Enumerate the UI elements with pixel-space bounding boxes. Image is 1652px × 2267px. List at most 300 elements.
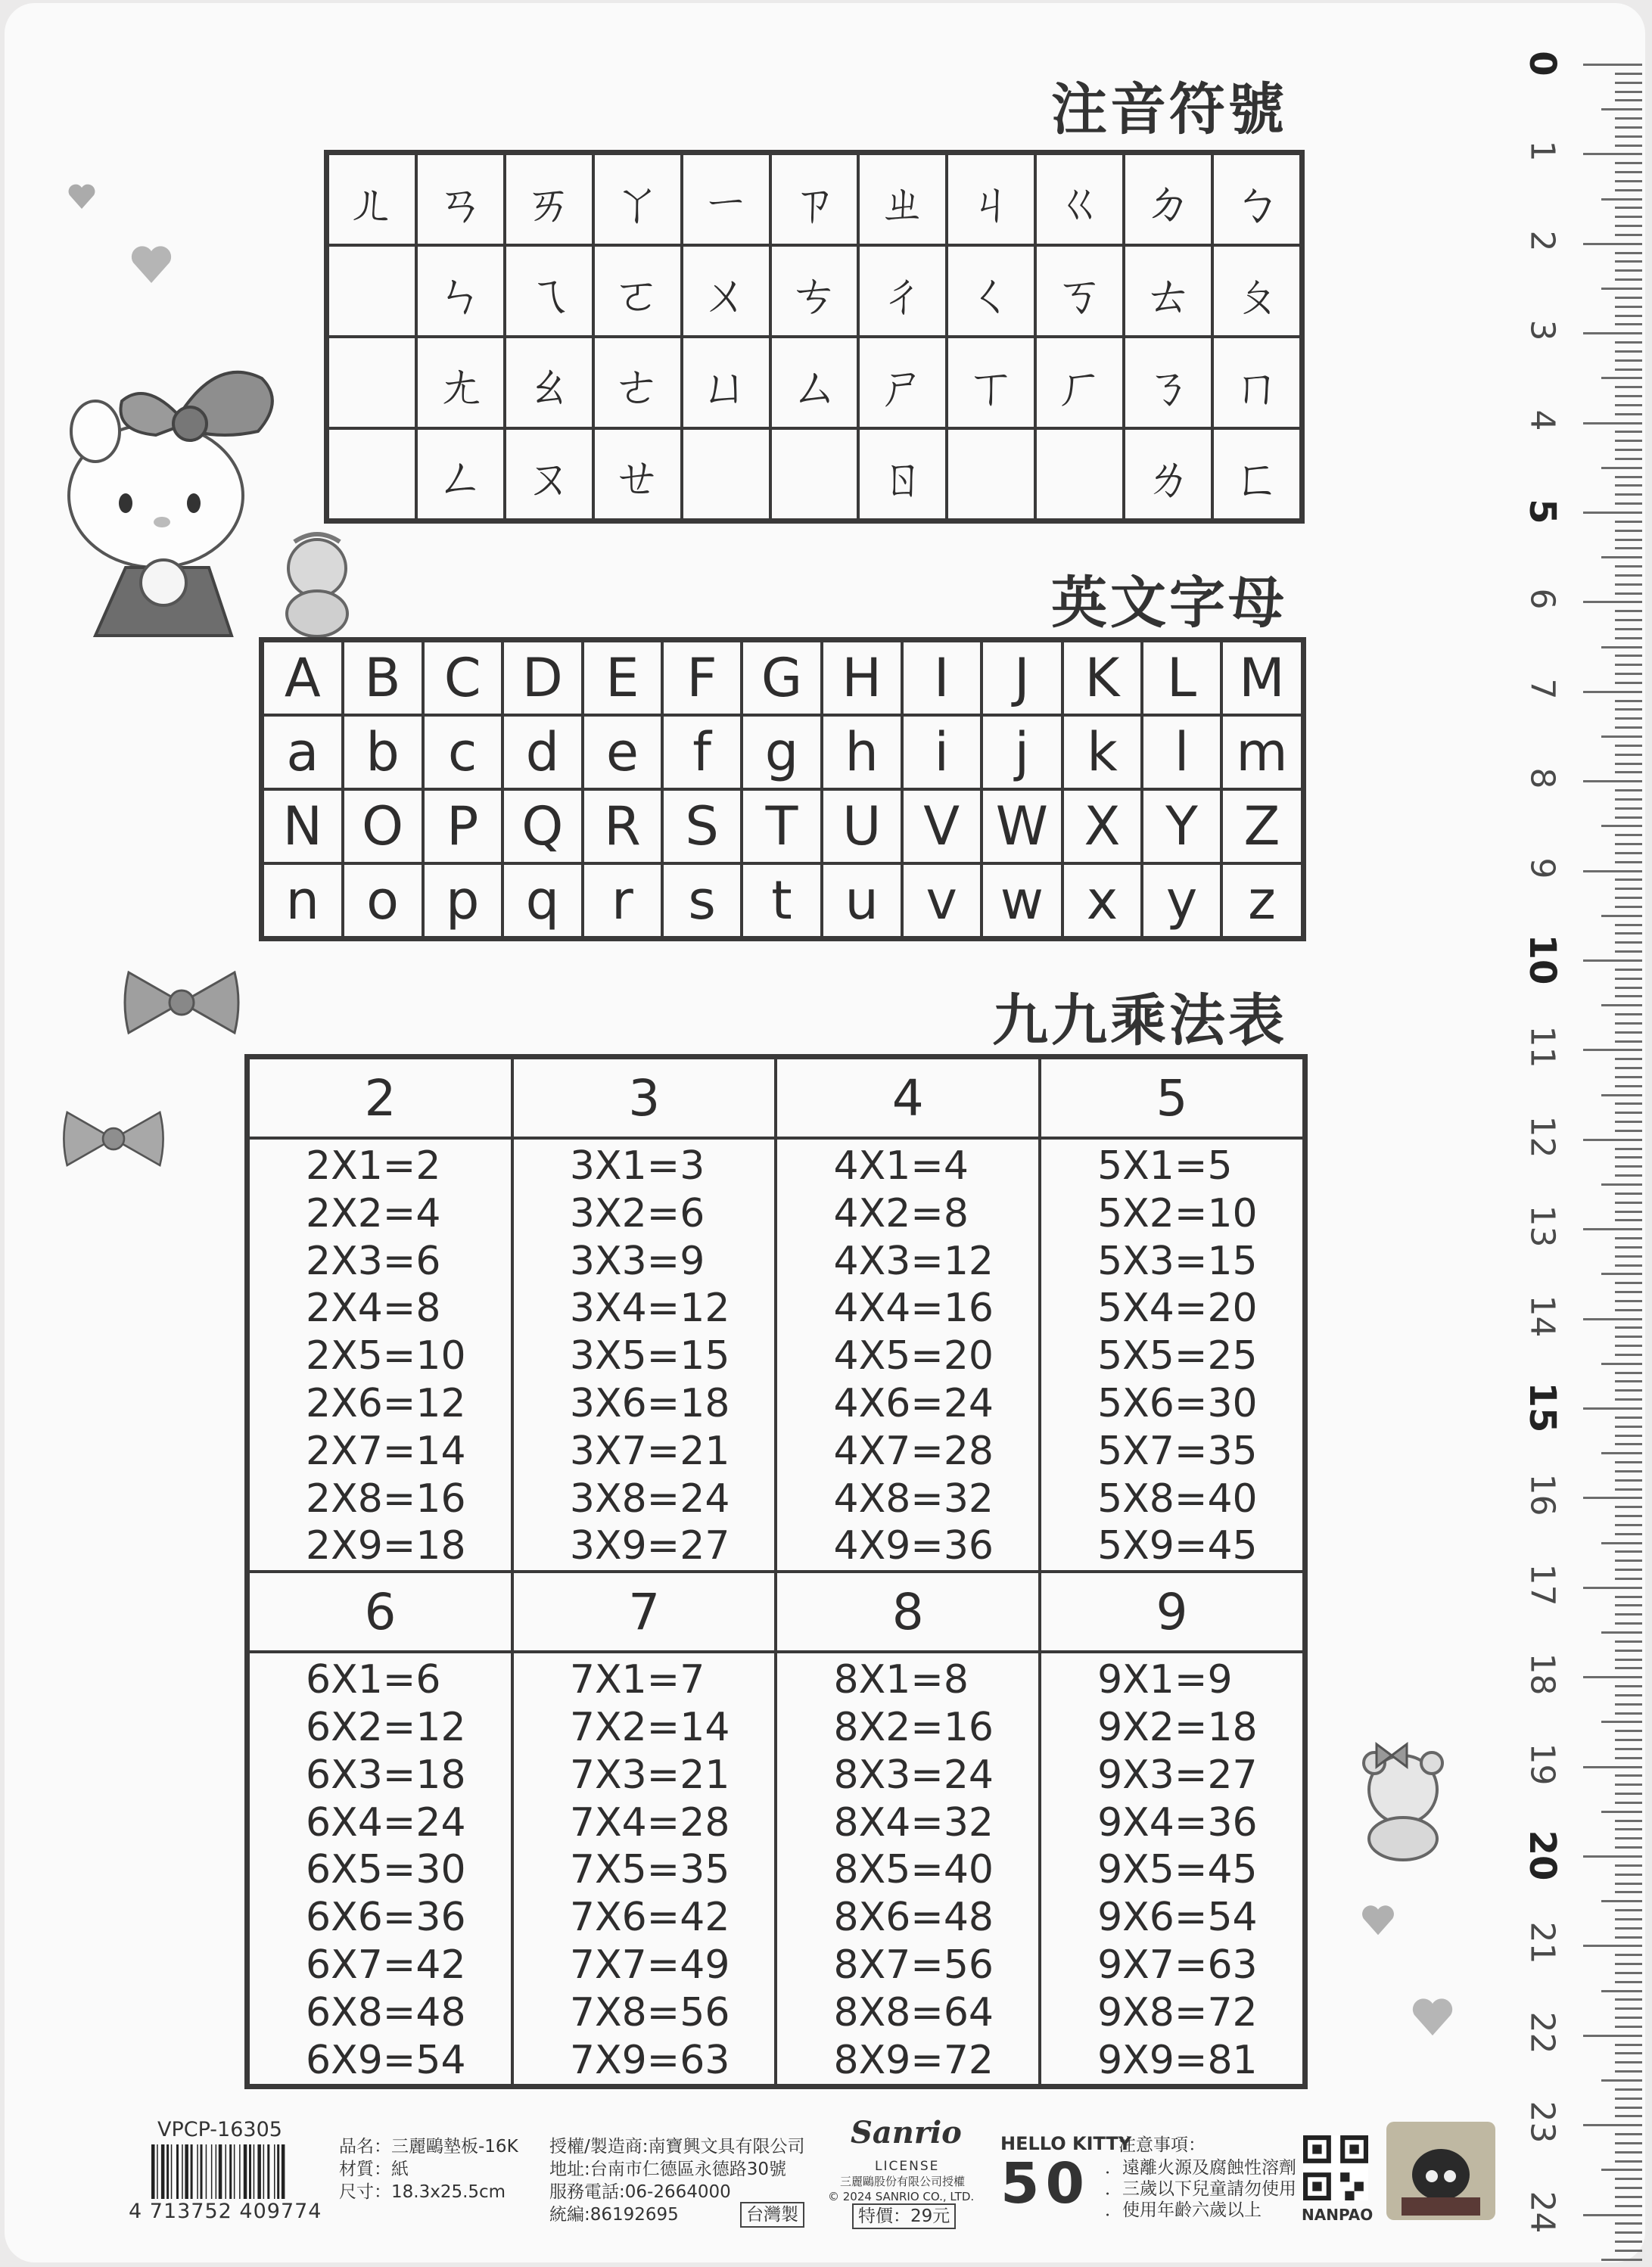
ruler-tick: [1615, 583, 1642, 586]
ruler-tick: [1615, 1416, 1642, 1419]
ruler-tick: [1615, 1774, 1642, 1777]
heart-icon: [127, 242, 176, 288]
ruler-tick: [1615, 1515, 1642, 1517]
size: 尺寸：18.3x25.5cm: [339, 2182, 506, 2202]
ruler-tick: [1583, 1855, 1642, 1858]
letter-cell: G: [742, 640, 822, 716]
ruler-tick: [1615, 413, 1642, 415]
zhuyin-cell: ㄤ: [416, 337, 505, 428]
letter-cell: J: [982, 640, 1062, 716]
zhuyin-cell: ㄟ: [505, 245, 593, 337]
ruler-tick: [1601, 377, 1642, 379]
ruler-tick: [1615, 2178, 1642, 2180]
ruler-tick: [1583, 1945, 1642, 1947]
table-row: [247, 1057, 1305, 1139]
ruler-tick: [1615, 1112, 1642, 1114]
table-row: [327, 337, 1302, 428]
ruler-tick: [1615, 1165, 1642, 1168]
ruler-tick: [1615, 1013, 1642, 1015]
notice-title: 注意事項：: [1118, 2135, 1206, 2155]
barcode-number: 4 713752 409774: [129, 2200, 322, 2223]
ruler-tick: [1615, 476, 1642, 478]
ruler-tick: [1615, 1874, 1642, 1876]
equation-cell: [776, 1138, 1040, 1572]
ruler-tick: [1615, 2115, 1642, 2117]
letter-cell: i: [902, 715, 982, 789]
ruler-tick: [1615, 2007, 1642, 2010]
barcode-bar: [229, 2144, 232, 2199]
ruler-tick: [1615, 145, 1642, 147]
ruler-tick: [1583, 601, 1642, 603]
zhuyin-cell: ㄖ: [858, 428, 947, 521]
ruler-tick: [1601, 1631, 1642, 1634]
ruler-tick: [1615, 189, 1642, 191]
zhuyin-cell: ㄘ: [770, 245, 859, 337]
ruler-tick: [1615, 969, 1642, 971]
ruler-number: 22: [1523, 2011, 1562, 2054]
ruler-tick: [1615, 306, 1642, 308]
zhuyin-cell: ㄒ: [947, 337, 1035, 428]
barcode-bar: [216, 2144, 217, 2199]
zhuyin-cell: ㄣ: [416, 245, 505, 337]
ruler-tick: [1615, 771, 1642, 773]
column-header: 6: [247, 1572, 512, 1652]
ruler-tick: [1615, 995, 1642, 997]
zhuyin-cell: ㄦ: [327, 153, 416, 246]
ruler-tick: [1615, 1076, 1642, 1078]
barcode-bar: [244, 2144, 247, 2199]
ruler-tick: [1615, 1533, 1642, 1535]
ruler-tick: [1583, 780, 1642, 782]
ruler-tick: [1615, 1193, 1642, 1195]
letter-cell: h: [822, 715, 902, 789]
ruler-tick: [1615, 1560, 1642, 1562]
ruler-tick: [1615, 2107, 1642, 2109]
ruler-number: 7: [1523, 678, 1562, 700]
bow-icon: [121, 965, 242, 1040]
ruler-tick: [1615, 1435, 1642, 1437]
barcode-bar: [191, 2144, 193, 2199]
ruler-tick: [1615, 1102, 1642, 1105]
ruler-tick: [1615, 1694, 1642, 1696]
equation: 4X3=12: [833, 1238, 994, 1284]
ruler-tick: [1615, 807, 1642, 810]
equation: 9X5=45: [1097, 1847, 1258, 1893]
ruler-tick: [1583, 1049, 1642, 1051]
equation: 8X4=32: [833, 1799, 994, 1846]
ruler-tick: [1615, 323, 1642, 325]
barcode-bar: [151, 2144, 155, 2199]
equation: 9X9=81: [1097, 2037, 1258, 2083]
ruler-tick: [1615, 834, 1642, 836]
kuromi-icon: [1386, 2122, 1495, 2220]
ruler-number: 18: [1523, 1653, 1562, 1696]
ruler-number: 21: [1523, 1921, 1562, 1964]
zhuyin-cell: ㄝ: [593, 428, 682, 521]
ruler-tick: [1601, 1452, 1642, 1454]
ruler-tick: [1615, 2241, 1642, 2243]
letter-cell: r: [583, 863, 662, 939]
ruler-tick: [1615, 1981, 1642, 1983]
ruler-tick: [1615, 350, 1642, 353]
ruler-tick: [1615, 2088, 1642, 2091]
barcode-bar: [257, 2144, 261, 2199]
equation: 4X2=8: [833, 1190, 969, 1236]
ruler-tick: [1615, 530, 1642, 532]
ruler-tick: [1615, 708, 1642, 711]
ruler-tick: [1615, 1828, 1642, 1830]
table-row: [262, 863, 1304, 939]
column-header: 2: [247, 1057, 512, 1139]
letter-cell: T: [742, 789, 822, 863]
ruler-tick: [1583, 870, 1642, 872]
ruler-tick: [1615, 1748, 1642, 1750]
ruler-tick: [1615, 2098, 1642, 2100]
ruler-tick: [1615, 1488, 1642, 1491]
zhuyin-cell: ㄑ: [947, 245, 1035, 337]
ruler-tick: [1615, 987, 1642, 989]
barcode-bar: [161, 2144, 165, 2199]
zhuyin-cell: ㄏ: [1035, 337, 1124, 428]
ruler-tick: [1615, 269, 1642, 272]
barcode-bar: [274, 2144, 275, 2199]
ruler-tick: [1615, 1650, 1642, 1652]
zhuyin-cell: ㄌ: [1124, 428, 1212, 521]
notice-item: ．遠離火源及腐蝕性溶劑: [1105, 2158, 1296, 2178]
ruler-tick: [1615, 162, 1642, 164]
equation: 5X5=25: [1097, 1333, 1258, 1379]
ruler-tick: [1615, 1022, 1642, 1025]
barcode-bar: [254, 2144, 255, 2199]
equation: 3X8=24: [569, 1476, 730, 1522]
ruler-tick: [1615, 888, 1642, 890]
ruler-tick: [1615, 1802, 1642, 1804]
ruler-tick: [1615, 1936, 1642, 1939]
ruler-tick: [1615, 73, 1642, 75]
letter-cell: b: [343, 715, 423, 789]
equation: 8X6=48: [833, 1895, 994, 1941]
equation: 4X6=24: [833, 1380, 994, 1426]
equation: 8X3=24: [833, 1752, 994, 1798]
alphabet-table: [259, 637, 1306, 941]
letter-cell: o: [343, 863, 423, 939]
equation-cell: [512, 1652, 776, 2087]
barcode-bar: [263, 2144, 265, 2199]
ruler-tick: [1615, 547, 1642, 549]
ruler-tick: [1615, 2017, 1642, 2019]
ruler-tick: [1615, 297, 1642, 299]
letter-cell: N: [262, 789, 343, 863]
price-badge: 特價：29元: [852, 2203, 956, 2229]
equation-cell: [776, 1652, 1040, 2087]
ruler-tick: [1615, 2061, 1642, 2063]
barcode-bar: [157, 2144, 158, 2199]
zhuyin-cell: ㄧ: [682, 153, 770, 246]
equation: 7X5=35: [569, 1847, 730, 1893]
ruler-number: 3: [1523, 319, 1562, 341]
ruler-tick: [1601, 467, 1642, 469]
table-row: [262, 789, 1304, 863]
equation: 2X2=4: [306, 1190, 441, 1236]
ruler-tick: [1615, 1667, 1642, 1669]
ruler-tick: [1601, 2169, 1642, 2171]
sanrio-license: LICENSE: [875, 2159, 940, 2174]
zhuyin-table: [324, 150, 1305, 524]
ruler-tick: [1615, 1972, 1642, 1974]
equation: 8X5=40: [833, 1847, 994, 1893]
equation: 8X7=56: [833, 1942, 994, 1988]
ruler-tick: [1615, 637, 1642, 639]
zhuyin-cell: [770, 428, 859, 521]
ruler-tick: [1615, 278, 1642, 281]
ruler-tick: [1601, 735, 1642, 738]
column-header: 5: [1040, 1057, 1305, 1139]
ruler-tick: [1615, 216, 1642, 218]
ruler-tick: [1601, 556, 1642, 558]
equation: 3X3=9: [569, 1238, 705, 1284]
ruler-number: 13: [1523, 1205, 1562, 1248]
ruler-tick: [1615, 2151, 1642, 2153]
ruler-number: 20: [1521, 1830, 1563, 1881]
letter-cell: C: [423, 640, 502, 716]
ruler-tick: [1601, 1990, 1642, 1992]
ruler-tick: [1615, 1864, 1642, 1867]
zhuyin-cell: ㄆ: [1212, 245, 1302, 337]
barcode-bar: [226, 2144, 227, 2199]
hello-kitty-logo: HELLO KITTY: [1000, 2133, 1132, 2154]
ruler-number: 17: [1523, 1563, 1562, 1606]
ruler-tick: [1615, 1659, 1642, 1661]
ruler-tick: [1615, 682, 1642, 684]
equation: 4X4=16: [833, 1286, 994, 1332]
ruler-tick: [1615, 2160, 1642, 2163]
ruler-tick: [1615, 2052, 1642, 2054]
ruler-tick: [1615, 789, 1642, 791]
ruler-tick: [1615, 1461, 1642, 1463]
ruler-tick: [1601, 1094, 1642, 1096]
ruler-tick: [1615, 1130, 1642, 1132]
ruler-tick: [1615, 1309, 1642, 1311]
ruler-tick: [1615, 502, 1642, 505]
ruler-tick: [1601, 108, 1642, 110]
letter-cell: e: [583, 715, 662, 789]
ruler-tick: [1601, 198, 1642, 201]
ruler-tick: [1615, 91, 1642, 93]
ruler-tick: [1615, 655, 1642, 657]
equation: 9X8=72: [1097, 1989, 1258, 2035]
barcode-bar: [239, 2144, 241, 2199]
ruler-tick: [1583, 332, 1642, 334]
letter-cell: w: [982, 863, 1062, 939]
equation: 4X1=4: [833, 1143, 969, 1189]
equation: 9X6=54: [1097, 1895, 1258, 1941]
equation: 6X6=36: [306, 1895, 466, 1941]
zhuyin-cell: ㄛ: [593, 245, 682, 337]
ruler-tick: [1615, 763, 1642, 765]
ruler-tick: [1615, 458, 1642, 460]
barcode-bar: [185, 2144, 188, 2199]
zhuyin-cell: ㄇ: [1212, 337, 1302, 428]
ruler-number: 1: [1523, 140, 1562, 162]
ruler-tick: [1615, 449, 1642, 451]
ruler-tick: [1615, 341, 1642, 344]
letter-cell: f: [662, 715, 742, 789]
ruler: [1515, 38, 1642, 2234]
ruler-tick: [1615, 852, 1642, 854]
ruler-number: 5: [1521, 499, 1563, 524]
letter-cell: l: [1142, 715, 1221, 789]
zhuyin-cell: ㄨ: [682, 245, 770, 337]
ruler-tick: [1615, 431, 1642, 433]
ruler-tick: [1601, 1900, 1642, 1902]
ruler-tick: [1615, 315, 1642, 317]
bow-icon: [61, 1101, 166, 1177]
ruler-tick: [1615, 1398, 1642, 1401]
ruler-tick: [1615, 1622, 1642, 1625]
equation-cell: [1040, 1138, 1305, 1572]
ruler-number: 4: [1523, 409, 1562, 431]
ruler-tick: [1615, 1954, 1642, 1956]
equation: 6X1=6: [306, 1657, 441, 1703]
table-row: [262, 715, 1304, 789]
equation: 2X3=6: [306, 1238, 441, 1284]
zhuyin-cell: ㄠ: [505, 337, 593, 428]
zhuyin-cell: [947, 428, 1035, 521]
ruler-number: 10: [1521, 934, 1563, 985]
ruler-tick: [1583, 153, 1642, 155]
ruler-tick: [1615, 897, 1642, 899]
letter-cell: E: [583, 640, 662, 716]
letter-cell: u: [822, 863, 902, 939]
ruler-tick: [1615, 2205, 1642, 2207]
equation: 5X8=40: [1097, 1476, 1258, 1522]
equation: 8X2=16: [833, 1704, 994, 1750]
ruler-tick: [1615, 1846, 1642, 1849]
ruler-tick: [1615, 2070, 1642, 2073]
letter-cell: g: [742, 715, 822, 789]
ruler-tick: [1615, 592, 1642, 595]
ruler-tick: [1601, 2079, 1642, 2082]
ruler-tick: [1615, 234, 1642, 236]
equation: 7X9=63: [569, 2037, 730, 2083]
ruler-tick: [1615, 1282, 1642, 1284]
letter-cell: Y: [1142, 789, 1221, 863]
equation-cell: [247, 1138, 512, 1572]
ruler-tick: [1615, 1211, 1642, 1213]
ruler-tick: [1615, 2026, 1642, 2028]
ruler-tick: [1615, 1550, 1642, 1553]
zhuyin-cell: ㄐ: [947, 153, 1035, 246]
letter-cell: Q: [502, 789, 583, 863]
equation: 9X4=36: [1097, 1799, 1258, 1846]
equation: 5X4=20: [1097, 1286, 1258, 1332]
barcode-bar: [206, 2144, 207, 2199]
ruler-tick: [1601, 2259, 1642, 2261]
letter-cell: O: [343, 789, 423, 863]
ruler-tick: [1615, 1604, 1642, 1606]
zhuyin-cell: ㄗ: [770, 153, 859, 246]
ruler-tick: [1615, 610, 1642, 612]
ruler-tick: [1615, 798, 1642, 801]
ruler-number: 12: [1523, 1115, 1562, 1158]
equation: 2X6=12: [306, 1380, 466, 1426]
ruler-tick: [1615, 521, 1642, 523]
ruler-tick: [1615, 2196, 1642, 2198]
equation: 6X5=30: [306, 1847, 466, 1893]
ruler-tick: [1615, 1085, 1642, 1087]
ruler-tick: [1615, 117, 1642, 120]
ruler-tick: [1615, 1883, 1642, 1885]
sanrio-logo: Sanrio: [851, 2115, 962, 2150]
ruler-tick: [1615, 440, 1642, 442]
ruler-tick: [1615, 1326, 1642, 1329]
ruler-tick: [1615, 754, 1642, 756]
product-name: 品名：三麗鷗墊板-16K: [339, 2137, 518, 2157]
ruler-tick: [1615, 2187, 1642, 2189]
barcode: [148, 2144, 330, 2199]
ruler-tick: [1615, 941, 1642, 944]
ruler-tick: [1615, 369, 1642, 371]
ruler-tick: [1615, 1757, 1642, 1759]
letter-cell: z: [1221, 863, 1304, 939]
equation: 6X3=18: [306, 1752, 466, 1798]
ruler-number: 23: [1523, 2101, 1562, 2144]
equation: 6X8=48: [306, 1989, 466, 2035]
ruler-tick: [1601, 1542, 1642, 1544]
equation: 9X1=9: [1097, 1657, 1233, 1703]
ruler-tick: [1615, 1426, 1642, 1428]
letter-cell: p: [423, 863, 502, 939]
zhuyin-cell: [1035, 428, 1124, 521]
ruler-tick: [1615, 1918, 1642, 1920]
ruler-tick: [1615, 726, 1642, 729]
zhuyin-cell: ㄥ: [416, 428, 505, 521]
letter-cell: S: [662, 789, 742, 863]
ruler-number: 15: [1521, 1382, 1563, 1433]
ruler-tick: [1615, 1389, 1642, 1392]
letter-cell: n: [262, 863, 343, 939]
letter-cell: x: [1062, 863, 1142, 939]
ruler-tick: [1615, 1336, 1642, 1338]
ruler-tick: [1601, 1273, 1642, 1275]
ruler-tick: [1615, 1891, 1642, 1893]
equation-cell: [247, 1652, 512, 2087]
equation: 6X9=54: [306, 2037, 466, 2083]
barcode-bar: [171, 2144, 173, 2199]
ruler-tick: [1615, 359, 1642, 362]
heart-icon: [1359, 1902, 1397, 1939]
ruler-tick: [1583, 1228, 1642, 1230]
equation: 2X4=8: [306, 1286, 441, 1332]
ruler-tick: [1615, 1264, 1642, 1267]
ruler-tick: [1601, 1004, 1642, 1006]
ruler-tick: [1615, 1927, 1642, 1930]
ruler-tick: [1615, 1237, 1642, 1239]
equation: 7X4=28: [569, 1799, 730, 1846]
zhuyin-cell: ㄊ: [1124, 245, 1212, 337]
ruler-tick: [1583, 1407, 1642, 1410]
bear-with-bow-illustration: [1350, 1740, 1456, 1861]
ruler-tick: [1615, 879, 1642, 881]
ruler-tick: [1615, 207, 1642, 209]
material: 材質：紙: [339, 2160, 409, 2179]
column-header: 3: [512, 1057, 776, 1139]
column-header: 7: [512, 1572, 776, 1652]
ruler-tick: [1601, 825, 1642, 827]
equation: 3X2=6: [569, 1190, 705, 1236]
ruler-tick: [1615, 565, 1642, 568]
letter-cell: K: [1062, 640, 1142, 716]
